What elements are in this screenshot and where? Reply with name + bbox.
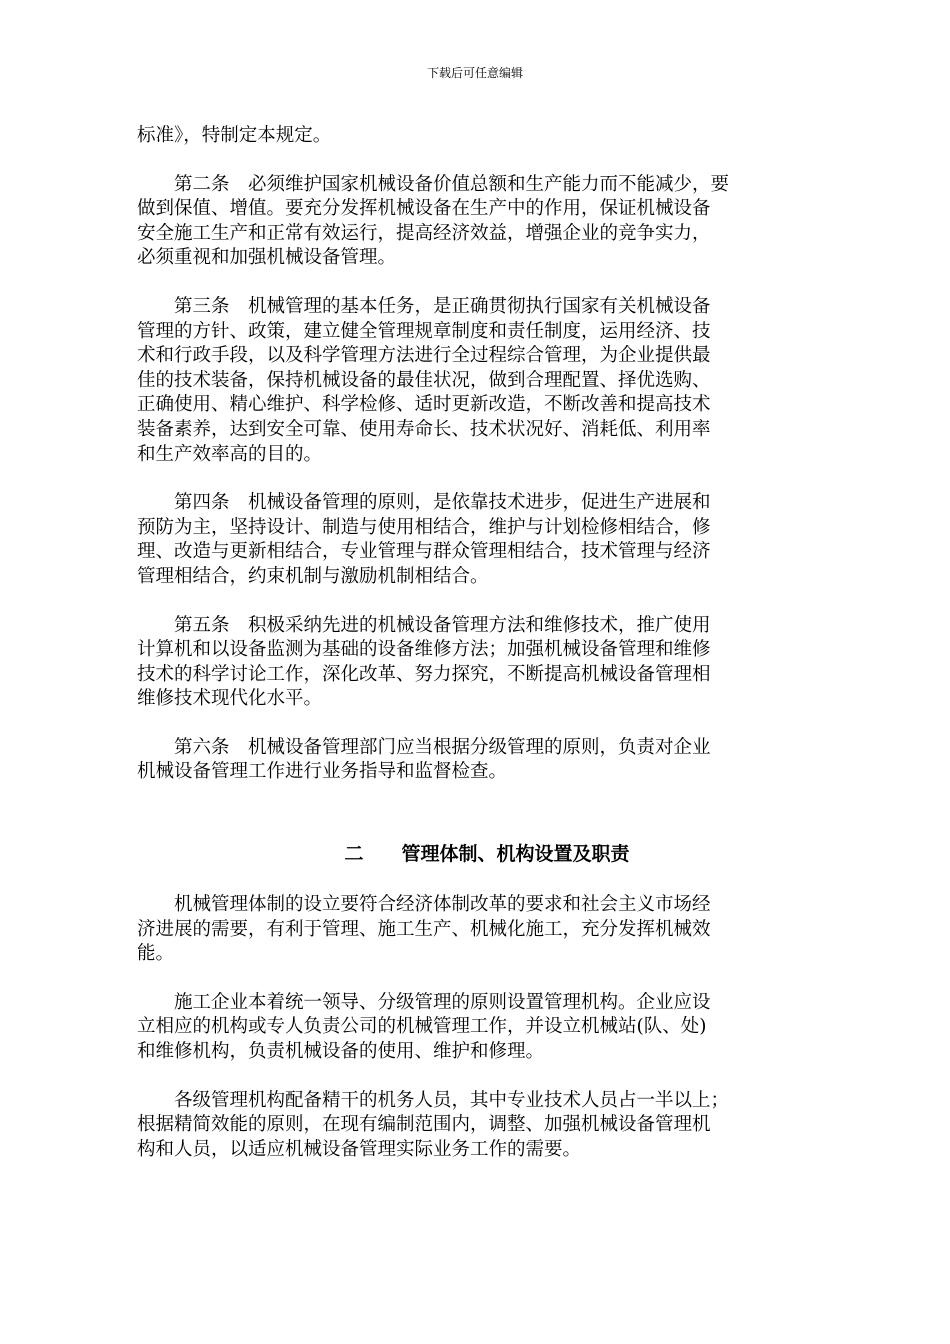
paragraph (137, 991, 837, 1065)
paragraph-line: 根据精简效能的原则，在现有编制范围内，调整、加强机械设备管理机 (137, 1114, 711, 1136)
paragraph-line: 第六条 机械设备管理部门应当根据分级管理的原则，负责对企业 (174, 736, 711, 758)
paragraph-line: 和生产效率高的目的。 (137, 443, 323, 465)
paragraph (137, 491, 837, 589)
paragraph-line: 理、改造与更新相结合，专业管理与群众管理相结合，技术管理与经济 (137, 541, 711, 563)
paragraph-line: 能。 (137, 943, 175, 965)
paragraph-line: 维修技术现代化水平。 (137, 688, 323, 710)
paragraph-line: 标准》，特制定本规定。 (137, 125, 332, 146)
paragraph-line: 正确使用、精心维护、科学检修、适时更新改造，不断改善和提高技术 (137, 394, 711, 416)
paragraph-line: 构和人员，以适应机械设备管理实际业务工作的需要。 (137, 1138, 582, 1160)
paragraph-line: 佳的技术装备，保持机械设备的最佳状况，做到合理配置、择优选购、 (137, 369, 711, 391)
paragraph (137, 295, 837, 467)
paragraph (137, 173, 837, 271)
paragraph-line: 和维修机构，负责机械设备的使用、维护和修理。 (137, 1041, 545, 1063)
paragraph-line: 管理相结合，约束机制与激励机制相结合。 (137, 565, 489, 587)
paragraph-line: 第三条 机械管理的基本任务，是正确贯彻执行国家有关机械设备 (174, 295, 711, 317)
paragraph-line: 第五条 积极采纳先进的机械设备管理方法和维修技术，推广使用 (174, 614, 711, 636)
paragraph (137, 893, 837, 967)
document-body (137, 124, 837, 1186)
paragraph-line: 机械设备管理工作进行业务指导和监督检查。 (137, 761, 508, 783)
paragraph-line: 济进展的需要，有利于管理、施工生产、机械化施工，充分发挥机械效 (137, 918, 711, 940)
paragraph (137, 736, 837, 785)
section-heading: 二 管理体制、机构设置及职责 (344, 843, 630, 866)
paragraph-line: 做到保值、增值。要充分发挥机械设备在生产中的作用，保证机械设备 (137, 198, 711, 220)
paragraph-line: 预防为主，坚持设计、制造与使用相结合，维护与计划检修相结合，修 (137, 516, 711, 538)
paragraph-line: 技术的科学讨论工作，深化改革、努力探究，不断提高机械设备管理相 (137, 663, 711, 685)
paragraph-line: 施工企业本着统一领导、分级管理的原则设置管理机构。企业应设 (174, 991, 711, 1013)
paragraph-line: 管理的方针、政策，建立健全管理规章制度和责任制度，运用经济、技 (137, 320, 711, 342)
paragraph-line: 机械管理体制的设立要符合经济体制改革的要求和社会主义市场经 (174, 894, 711, 916)
paragraph-line: 第二条 必须维护国家机械设备价值总额和生产能力而不能减少，要 (174, 173, 730, 195)
section-body-block (137, 893, 837, 1162)
paragraph-line: 必须重视和加强机械设备管理。 (137, 247, 397, 269)
paragraph-line: 安全施工生产和正常有效运行，提高经济效益，增强企业的竞争实力， (137, 222, 711, 244)
articles-block (137, 124, 837, 785)
paragraph-line: 各级管理机构配备精干的机务人员，其中专业技术人员占一半以上； (174, 1089, 730, 1111)
paragraph-line: 装备素养，达到安全可靠、使用寿命长、技术状况好、消耗低、利用率 (137, 418, 711, 440)
paragraph-line: 计算机和以设备监测为基础的设备维修方法；加强机械设备管理和维修 (137, 639, 711, 661)
paragraph-line: 立相应的机构或专人负责公司的机械管理工作，并设立机械站(队、处) (137, 1016, 707, 1038)
page-header: 下载后可任意编辑 (426, 66, 523, 80)
paragraph-line: 第四条 机械设备管理的原则，是依靠技术进步，促进生产进展和 (174, 492, 711, 514)
paragraph (137, 614, 837, 712)
paragraph-line: 术和行政手段，以及科学管理方法进行全过程综合管理，为企业提供最 (137, 345, 711, 367)
paragraph (137, 1089, 837, 1163)
paragraph (137, 124, 837, 149)
